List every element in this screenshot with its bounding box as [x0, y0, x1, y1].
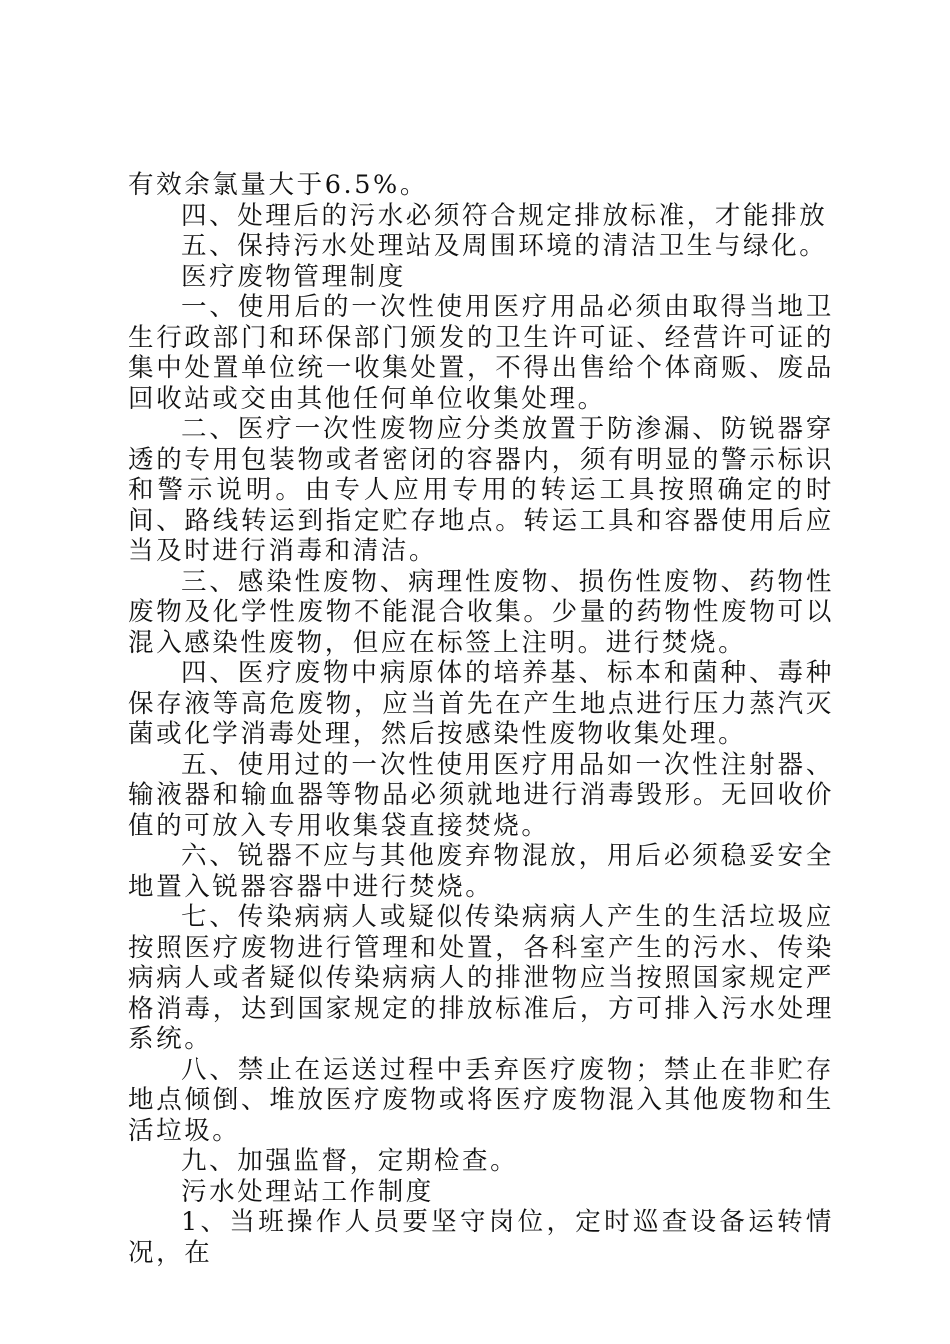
paragraph-station-rule-1: 1、当班操作人员要坚守岗位，定时巡查设备运转情况，在 — [128, 1207, 834, 1268]
paragraph-waste-rule-9: 九、加强监督，定期检查。 — [181, 1146, 519, 1176]
paragraph-waste-rule-2: 二、医疗一次性废物应分类放置于防渗漏、防锐器穿透的专用包装物或者密闭的容器内，须有明显的警示标识和警示说明。由专人应用专用的转运工具按照确定的时间、路线转运到指定贮存地点。转运工具和容器使用后应当及时进行消毒和清洁。 — [128, 414, 834, 566]
document-body — [128, 170, 834, 1268]
section-heading-medical-waste: 医疗废物管理制度 — [181, 261, 406, 292]
paragraph-waste-rule-5: 五、使用过的一次性使用医疗用品如一次性注射器、输液器和输血器等物品必须就地进行消毒毁形。无回收价值的可放入专用收集袋直接焚烧。 — [128, 749, 834, 841]
paragraph-sewage-rule-5: 五、保持污水处理站及周围环境的清洁卫生与绿化。 — [181, 231, 828, 261]
paragraph-waste-rule-6: 六、锐器不应与其他废弃物混放，用后必须稳妥安全地置入锐器容器中进行焚烧。 — [128, 841, 834, 902]
paragraph-continuation: 有效余氯量大于6.5%。 — [128, 170, 428, 200]
paragraph-waste-rule-7: 七、传染病病人或疑似传染病病人产生的生活垃圾应按照医疗废物进行管理和处置，各科室产生的污水、传染病病人或者疑似传染病病人的排泄物应当按照国家规定严格消毒，达到国家规定的排放标准后，方可排入污水处理系统。 — [128, 902, 834, 1054]
paragraph-waste-rule-8: 八、禁止在运送过程中丢弃医疗废物；禁止在非贮存地点倾倒、堆放医疗废物或将医疗废物混入其他废物和生活垃圾。 — [128, 1054, 834, 1146]
paragraph-waste-rule-1: 一、使用后的一次性使用医疗用品必须由取得当地卫生行政部门和环保部门颁发的卫生许可证、经营许可证的集中处置单位统一收集处置，不得出售给个体商贩、废品回收站或交由其他任何单位收集处理。 — [128, 292, 834, 414]
paragraph-sewage-rule-4: 四、处理后的污水必须符合规定排放标准，才能排放 — [181, 200, 828, 231]
paragraph-waste-rule-3: 三、感染性废物、病理性废物、损伤性废物、药物性废物及化学性废物不能混合收集。少量的药物性废物可以混入感染性废物，但应在标签上注明。进行焚烧。 — [128, 566, 834, 658]
paragraph-waste-rule-4: 四、医疗废物中病原体的培养基、标本和菌种、毒种保存液等高危废物，应当首先在产生地点进行压力蒸汽灭菌或化学消毒处理，然后按感染性废物收集处理。 — [128, 658, 834, 749]
section-heading-sewage-station: 污水处理站工作制度 — [181, 1176, 434, 1207]
